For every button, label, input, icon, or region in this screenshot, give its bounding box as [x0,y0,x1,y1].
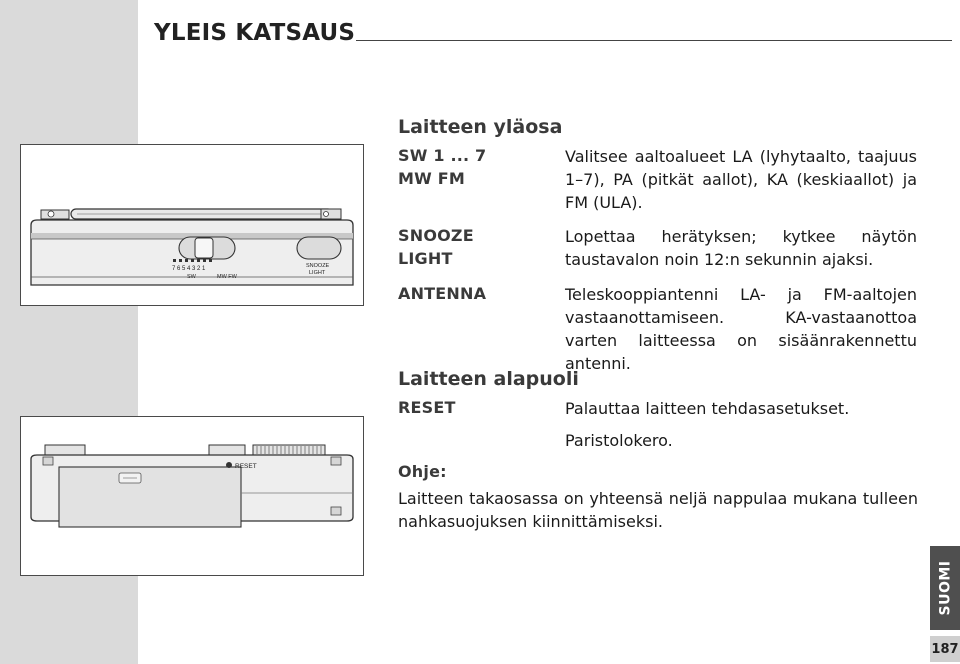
desc-antenna: Teleskooppiantenni LA- ja FM-aaltojen vastaanottamiseen. KA-vastaanottoa varten laitteessa on sisäänrakennettu antenni. [565,285,917,373]
device-top-drawing [21,145,363,305]
term-mw-fm: MW FM [398,169,465,188]
section-bottom-heading: Laitteen alapuoli [398,368,579,390]
term-sw: SW 1 ... 7 [398,146,487,165]
term-light: LIGHT [398,249,453,268]
language-tab [930,546,960,630]
section-top-heading: Laitteen yläosa [398,116,563,138]
title-underline [356,40,952,41]
light-label: LIGHT [309,270,326,276]
desc-band-selector: Valitsee aaltoalueet LA (lyhytaalto, taajuus 1–7), PA (pitkät aallot), KA (keskiaallot) ja FM (ULA). [565,147,917,212]
page-title: YLEIS KATSAUS [154,20,356,46]
device-bottom-drawing [21,417,363,575]
device-top-figure [20,144,364,306]
band-numbers-label: 7 6 5 4 3 2 1 [172,266,206,272]
snooze-label: SNOOZE [306,263,330,269]
note-heading: Ohje: [398,462,447,481]
page-number: 187 [930,636,960,662]
term-reset: RESET [398,398,456,417]
mw-fw-label: MW FW [217,274,237,280]
desc-battery-compartment: Paristolokero. [565,431,673,450]
note-text: Laitteen takaosassa on yhteensä neljä nappulaa mukana tulleen nahkasuojuksen kiinnittämiseksi. [398,489,918,531]
language-tab-label: SUOMI [937,560,953,616]
reset-label: RESET [235,463,257,470]
sw-label: SW [187,274,196,280]
device-bottom-figure [20,416,364,576]
term-antenna: ANTENNA [398,284,487,303]
term-snooze: SNOOZE [398,226,474,245]
desc-reset: Palauttaa laitteen tehdasasetukset. [565,399,850,418]
desc-snooze-light: Lopettaa herätyksen; kytkee näytön taustavalon noin 12:n sekunnin ajaksi. [565,227,917,269]
